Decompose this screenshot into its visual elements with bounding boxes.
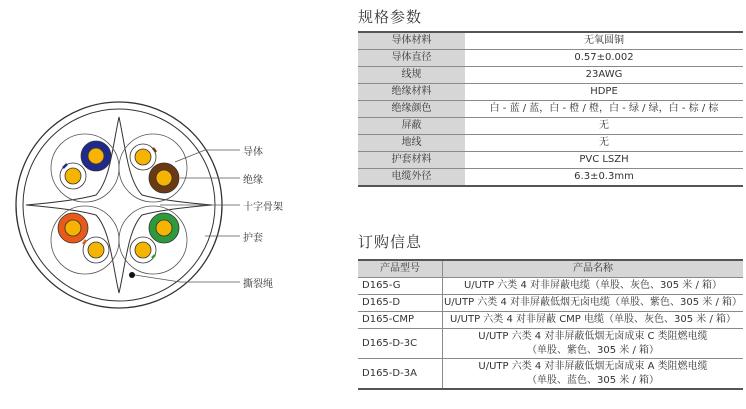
spec-key: 护套材料	[358, 152, 465, 169]
spec-key: 电缆外径	[358, 169, 465, 187]
order-row	[358, 329, 743, 359]
order-name-line1: U/UTP 六类 4 对非屏蔽低烟无卤电缆（单股、紫色、305 米 / 箱）	[443, 297, 743, 308]
order-code: D165-CMP	[358, 312, 443, 329]
label-jacket: 护套	[243, 233, 263, 244]
spec-row	[358, 32, 743, 50]
order-name	[443, 278, 744, 295]
green-conductor	[156, 220, 172, 236]
spec-row	[358, 101, 743, 118]
order-row	[358, 359, 743, 390]
order-name	[443, 329, 744, 359]
specs-title: 规格参数	[358, 8, 423, 26]
specs-table	[358, 31, 743, 187]
cable-diagram-svg	[0, 0, 350, 405]
order-name-line2: （单股、紫色、305 米 / 箱）	[527, 344, 659, 356]
spec-value: HDPE	[465, 84, 743, 101]
cable-cross-section-diagram	[0, 0, 350, 405]
order-name-line1: U/UTP 六类 4 对非屏蔽 CMP 电缆（单股、灰色、305 米 / 箱）	[449, 314, 737, 325]
spec-value: 23AWG	[465, 67, 743, 84]
spec-key: 绝缘材料	[358, 84, 465, 101]
order-name	[443, 312, 744, 329]
spec-value: 无氧圆铜	[465, 32, 743, 50]
white-brown-conductor	[135, 149, 151, 165]
label-ripcord: 撕裂绳	[243, 279, 273, 290]
order-name-line1: U/UTP 六类 4 对非屏蔽电缆（单股、灰色、305 米 / 箱）	[463, 280, 723, 291]
order-name	[443, 295, 744, 312]
spec-key: 导体材料	[358, 32, 465, 50]
spec-row	[358, 84, 743, 101]
order-name-line1: U/UTP 六类 4 对非屏蔽低烟无卤成束 C 类阻燃电缆	[478, 330, 708, 342]
order-row	[358, 312, 743, 329]
order-table	[358, 259, 743, 390]
order-row	[358, 295, 743, 312]
label-insulation: 绝缘	[243, 175, 263, 186]
order-code: D165-G	[358, 278, 443, 295]
orange-conductor	[65, 220, 81, 236]
order-name-line1: U/UTP 六类 4 对非屏蔽低烟无卤成束 A 类阻燃电缆	[478, 360, 708, 372]
spec-key: 线规	[358, 67, 465, 84]
ripcord-dot	[129, 272, 135, 278]
blue-conductor	[88, 148, 104, 164]
order-code: D165-D-3A	[358, 359, 443, 390]
white-green-conductor	[135, 242, 151, 258]
spec-row	[358, 169, 743, 187]
order-title: 订购信息	[358, 233, 423, 251]
label-cross-filler: 十字骨架	[243, 202, 283, 213]
spec-row	[358, 135, 743, 152]
spec-row	[358, 152, 743, 169]
spec-key: 地线	[358, 135, 465, 152]
order-header-name: 产品名称	[443, 260, 744, 278]
spec-row	[358, 67, 743, 84]
spec-value: 6.3±0.3mm	[465, 169, 743, 187]
spec-key: 屏蔽	[358, 118, 465, 135]
spec-value: 0.57±0.002	[465, 50, 743, 67]
spec-value: 无	[465, 118, 743, 135]
spec-value: PVC LSZH	[465, 152, 743, 169]
spec-row	[358, 118, 743, 135]
spec-value: 无	[465, 135, 743, 152]
order-header-row	[358, 260, 743, 278]
spec-value: 白 - 蓝 / 蓝，白 - 橙 / 橙，白 - 绿 / 绿，白 - 棕 / 棕	[465, 101, 743, 118]
order-code: D165-D	[358, 295, 443, 312]
label-conductor: 导体	[243, 147, 263, 158]
order-name	[443, 359, 744, 390]
brown-conductor	[156, 170, 172, 186]
white-orange-conductor	[88, 242, 104, 258]
order-header-code: 产品型号	[358, 260, 443, 278]
spec-row	[358, 50, 743, 67]
white-blue-conductor	[65, 168, 81, 184]
spec-key: 导体直径	[358, 50, 465, 67]
order-row	[358, 278, 743, 295]
order-name-line2: （单股、蓝色、305 米 / 箱）	[527, 374, 659, 386]
spec-key: 绝缘颜色	[358, 101, 465, 118]
order-code: D165-D-3C	[358, 329, 443, 359]
